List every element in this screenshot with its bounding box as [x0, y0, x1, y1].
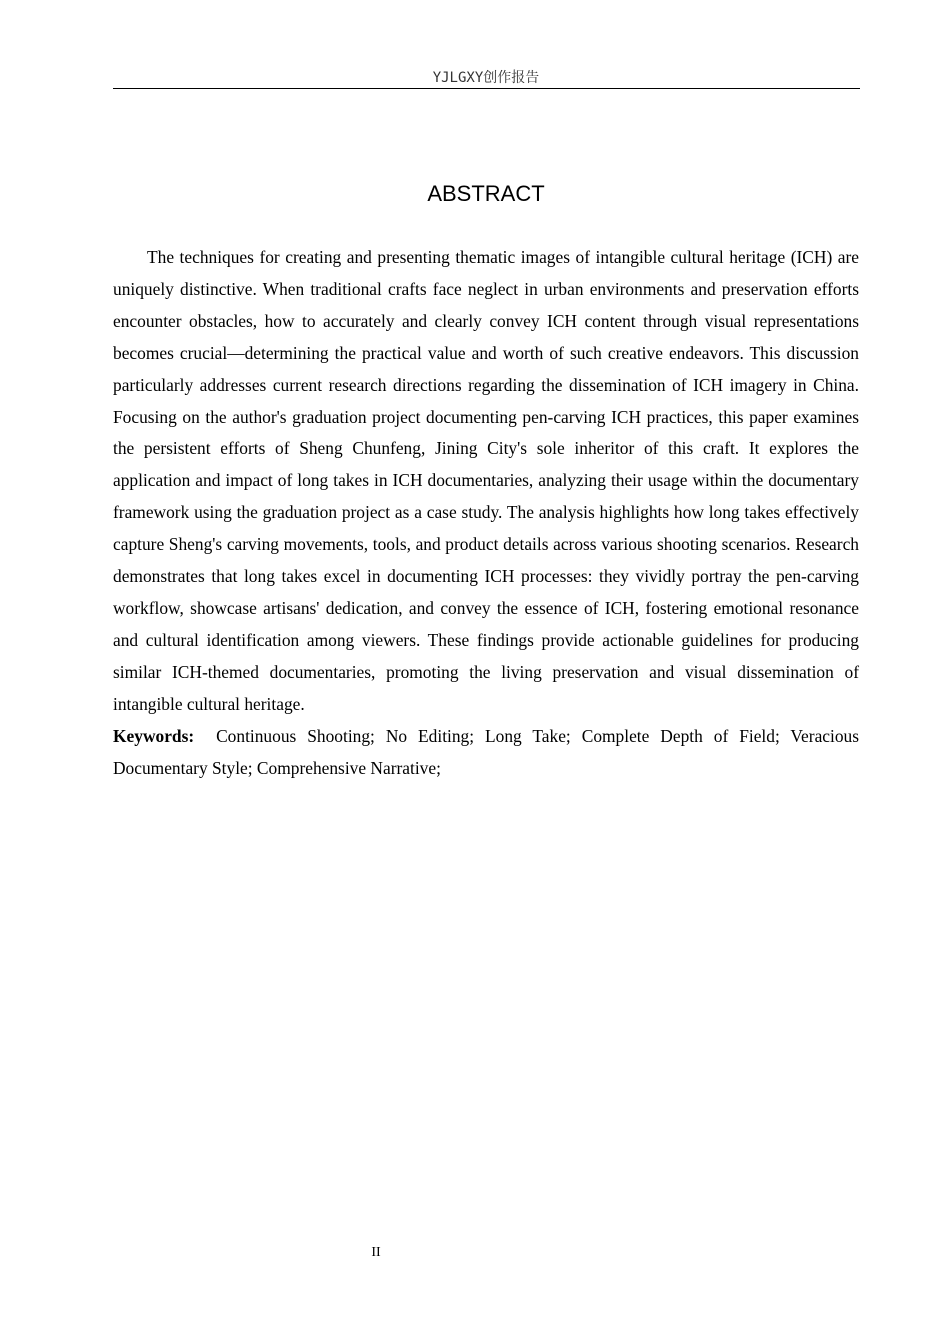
abstract-paragraph: The techniques for creating and presenting thematic images of intangible cultural heritage (ICH) are uniquely distinctive. When traditional crafts face neglect in urban environments and preservation efforts encounter obstacles, how to accurately and clearly convey ICH content through visual representations becomes crucial—determining the practical value and worth of such creative endeavors. This discussion particularly addresses current research directions regarding the dissemination of ICH imagery in China. Focusing on the author's graduation project documenting pen-carving ICH practices, this paper examines the persistent efforts of Sheng Chunfeng, Jining City's sole inheritor of this craft. It explores the application and impact of long takes in ICH documentaries, analyzing their usage within the documentary framework using the graduation project as a case study. The analysis highlights how long takes effectively capture Sheng's carving movements, tools, and product details across various shooting scenarios. Research demonstrates that long takes excel in documenting ICH processes: they vividly portray the pen-carving workflow, showcase artisans' dedication, and convey the essence of ICH, fostering emotional resonance and cultural identification among viewers. These findings provide actionable guidelines for producing similar ICH-themed documentaries, promoting the living preservation and visual dissemination of intangible cultural heritage.: [113, 247, 859, 714]
keywords-label: Keywords:: [113, 725, 195, 746]
keywords-line: [113, 721, 859, 785]
running-header: YJLGXY创作报告: [432, 70, 540, 86]
abstract-title: ABSTRACT: [427, 181, 545, 206]
page-number: II: [371, 1245, 381, 1260]
keywords-text: Continuous Shooting; No Editing; Long Take; Complete Depth of Field; Veracious Documentary Style; Comprehensive Narrative;: [113, 725, 859, 778]
abstract-body: [113, 242, 859, 784]
header-rule: [113, 88, 860, 89]
